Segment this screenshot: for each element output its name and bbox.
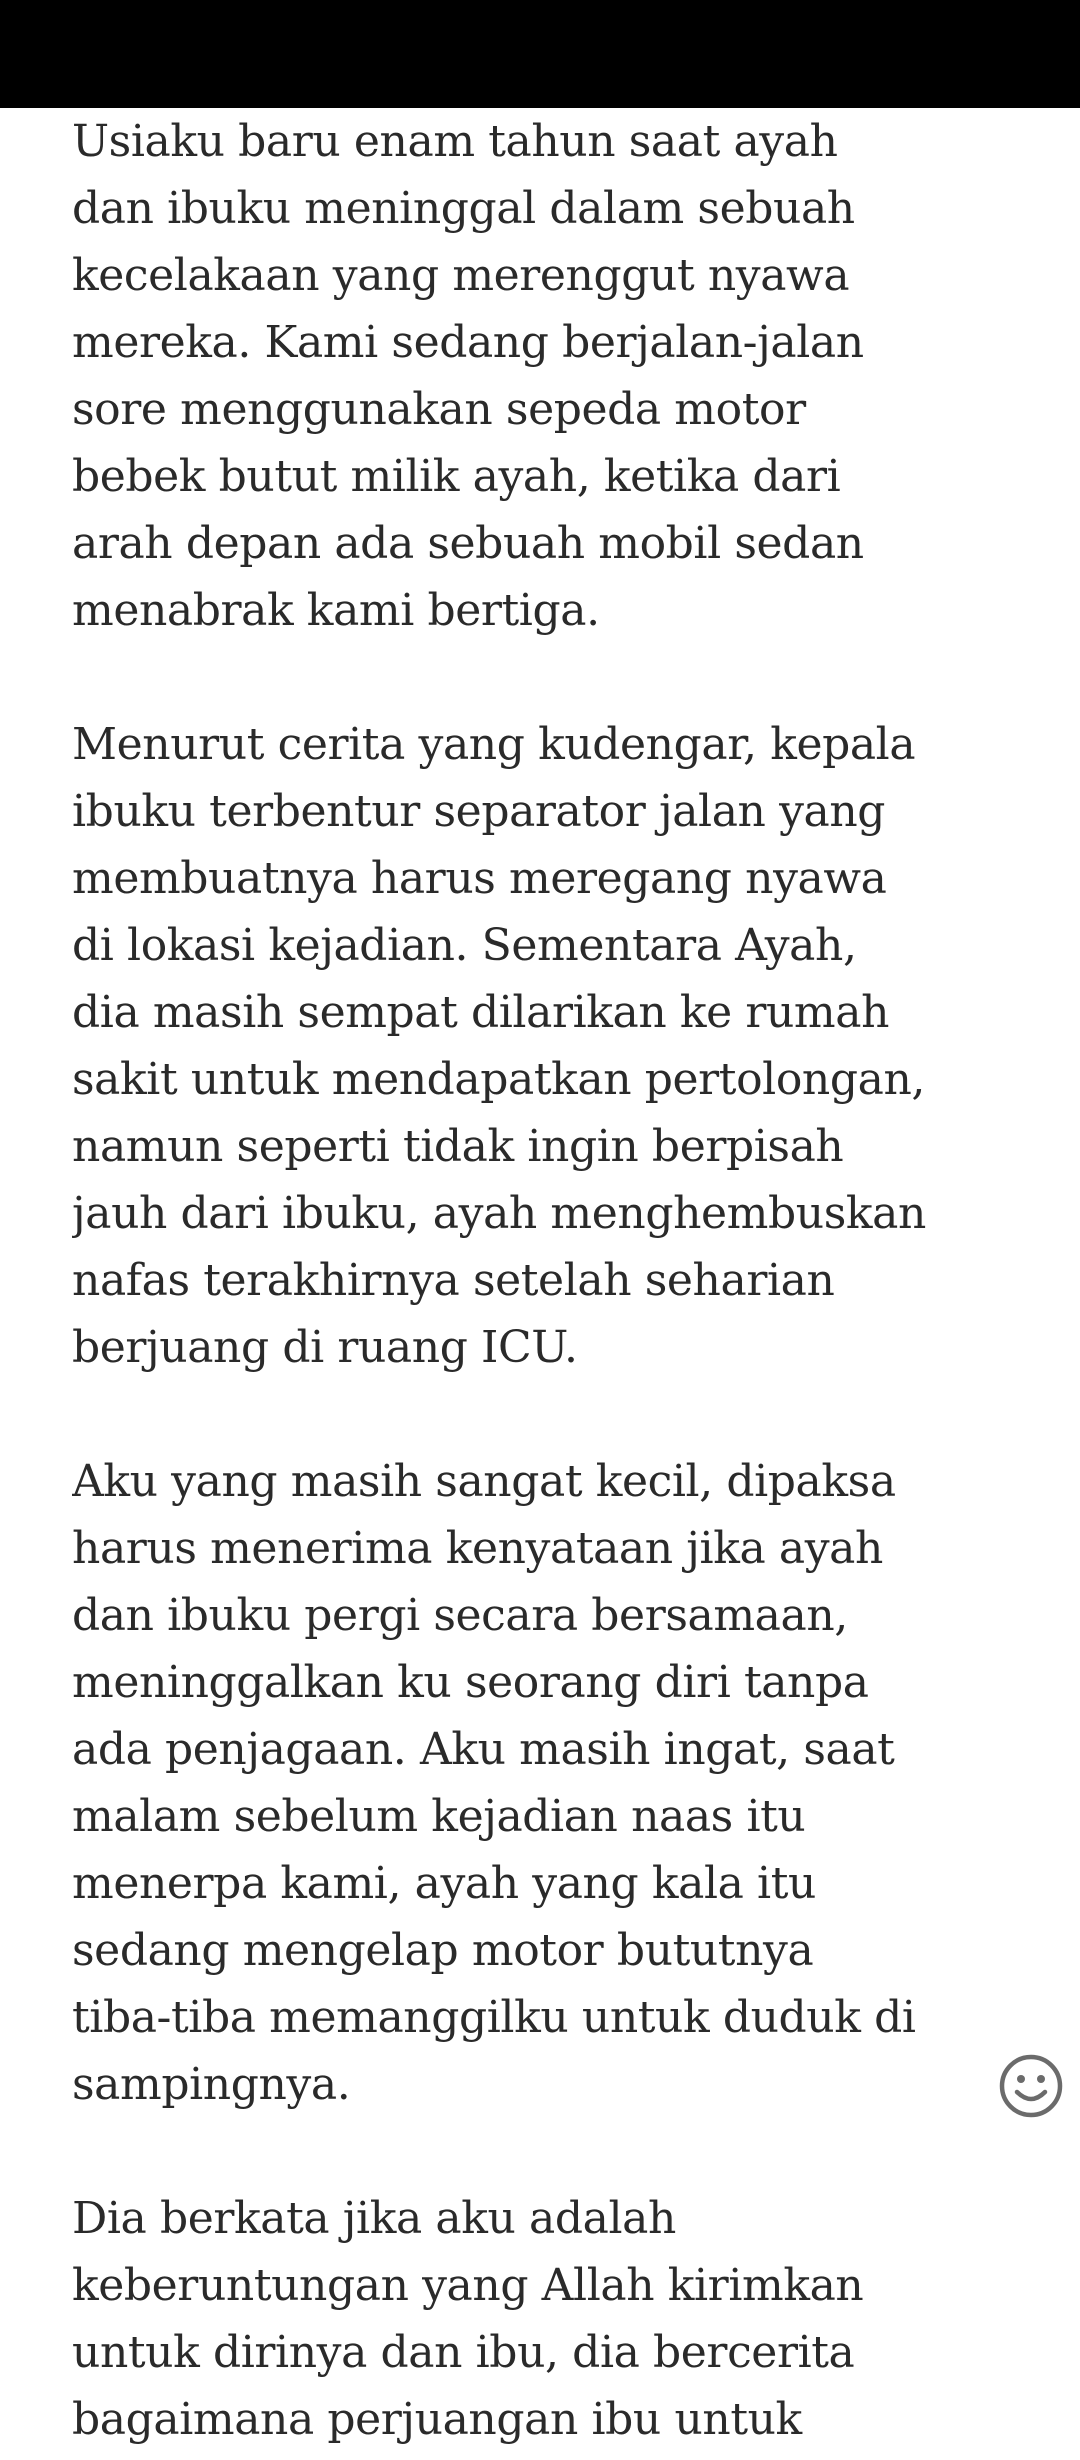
status-bar (0, 0, 1080, 108)
story-line: dan ibuku pergi secara bersamaan, (72, 1590, 848, 1641)
story-line: dia masih sempat dilarikan ke rumah (72, 987, 890, 1038)
story-line: Usiaku baru enam tahun saat ayah (72, 116, 838, 167)
story-paragraph (72, 108, 1032, 644)
story-line: menabrak kami bertiga. (72, 585, 600, 636)
story-line: membuatnya harus meregang nyawa (72, 853, 887, 904)
smiley-face-icon (999, 2054, 1063, 2118)
story-reader[interactable] (72, 108, 1032, 2460)
story-line: Menurut cerita yang kudengar, kepala (72, 719, 916, 770)
story-line: Dia berkata jika aku adalah (72, 2193, 676, 2244)
story-paragraph (72, 1448, 1032, 2118)
story-line: ibuku terbentur separator jalan yang (72, 786, 886, 837)
story-line: sedang mengelap motor bututnya (72, 1925, 814, 1976)
story-line: arah depan ada sebuah mobil sedan (72, 518, 864, 569)
story-line: kecelakaan yang merenggut nyawa (72, 250, 850, 301)
story-line: sampingnya. (72, 2059, 351, 2110)
story-line: bebek butut milik ayah, ketika dari (72, 451, 841, 502)
story-line: dan ibuku meninggal dalam sebuah (72, 183, 855, 234)
story-line: bagaimana perjuangan ibu untuk (72, 2394, 802, 2445)
story-line: jauh dari ibuku, ayah menghembuskan (72, 1188, 926, 1239)
story-line: keberuntungan yang Allah kirimkan (72, 2260, 864, 2311)
story-line: malam sebelum kejadian naas itu (72, 1791, 806, 1842)
story-paragraph (72, 2185, 1032, 2453)
story-line: tiba-tiba memanggilku untuk duduk di (72, 1992, 916, 2043)
story-line: Aku yang masih sangat kecil, dipaksa (72, 1456, 896, 1507)
story-line: untuk dirinya dan ibu, dia bercerita (72, 2327, 855, 2378)
story-line: namun seperti tidak ingin berpisah (72, 1121, 844, 1172)
story-line: ada penjagaan. Aku masih ingat, saat (72, 1724, 895, 1775)
story-line: di lokasi kejadian. Sementara Ayah, (72, 920, 857, 971)
story-line: sore menggunakan sepeda motor (72, 384, 806, 435)
story-line: meninggalkan ku seorang diri tanpa (72, 1657, 869, 1708)
story-line: nafas terakhirnya setelah seharian (72, 1255, 835, 1306)
story-line: sakit untuk mendapatkan pertolongan, (72, 1054, 925, 1105)
reaction-button[interactable] (999, 2054, 1063, 2118)
story-body (72, 108, 1032, 2453)
story-line: menerpa kami, ayah yang kala itu (72, 1858, 816, 1909)
story-line: mereka. Kami sedang berjalan-jalan (72, 317, 864, 368)
story-paragraph (72, 711, 1032, 1381)
story-line: harus menerima kenyataan jika ayah (72, 1523, 883, 1574)
story-line: berjuang di ruang ICU. (72, 1322, 578, 1373)
